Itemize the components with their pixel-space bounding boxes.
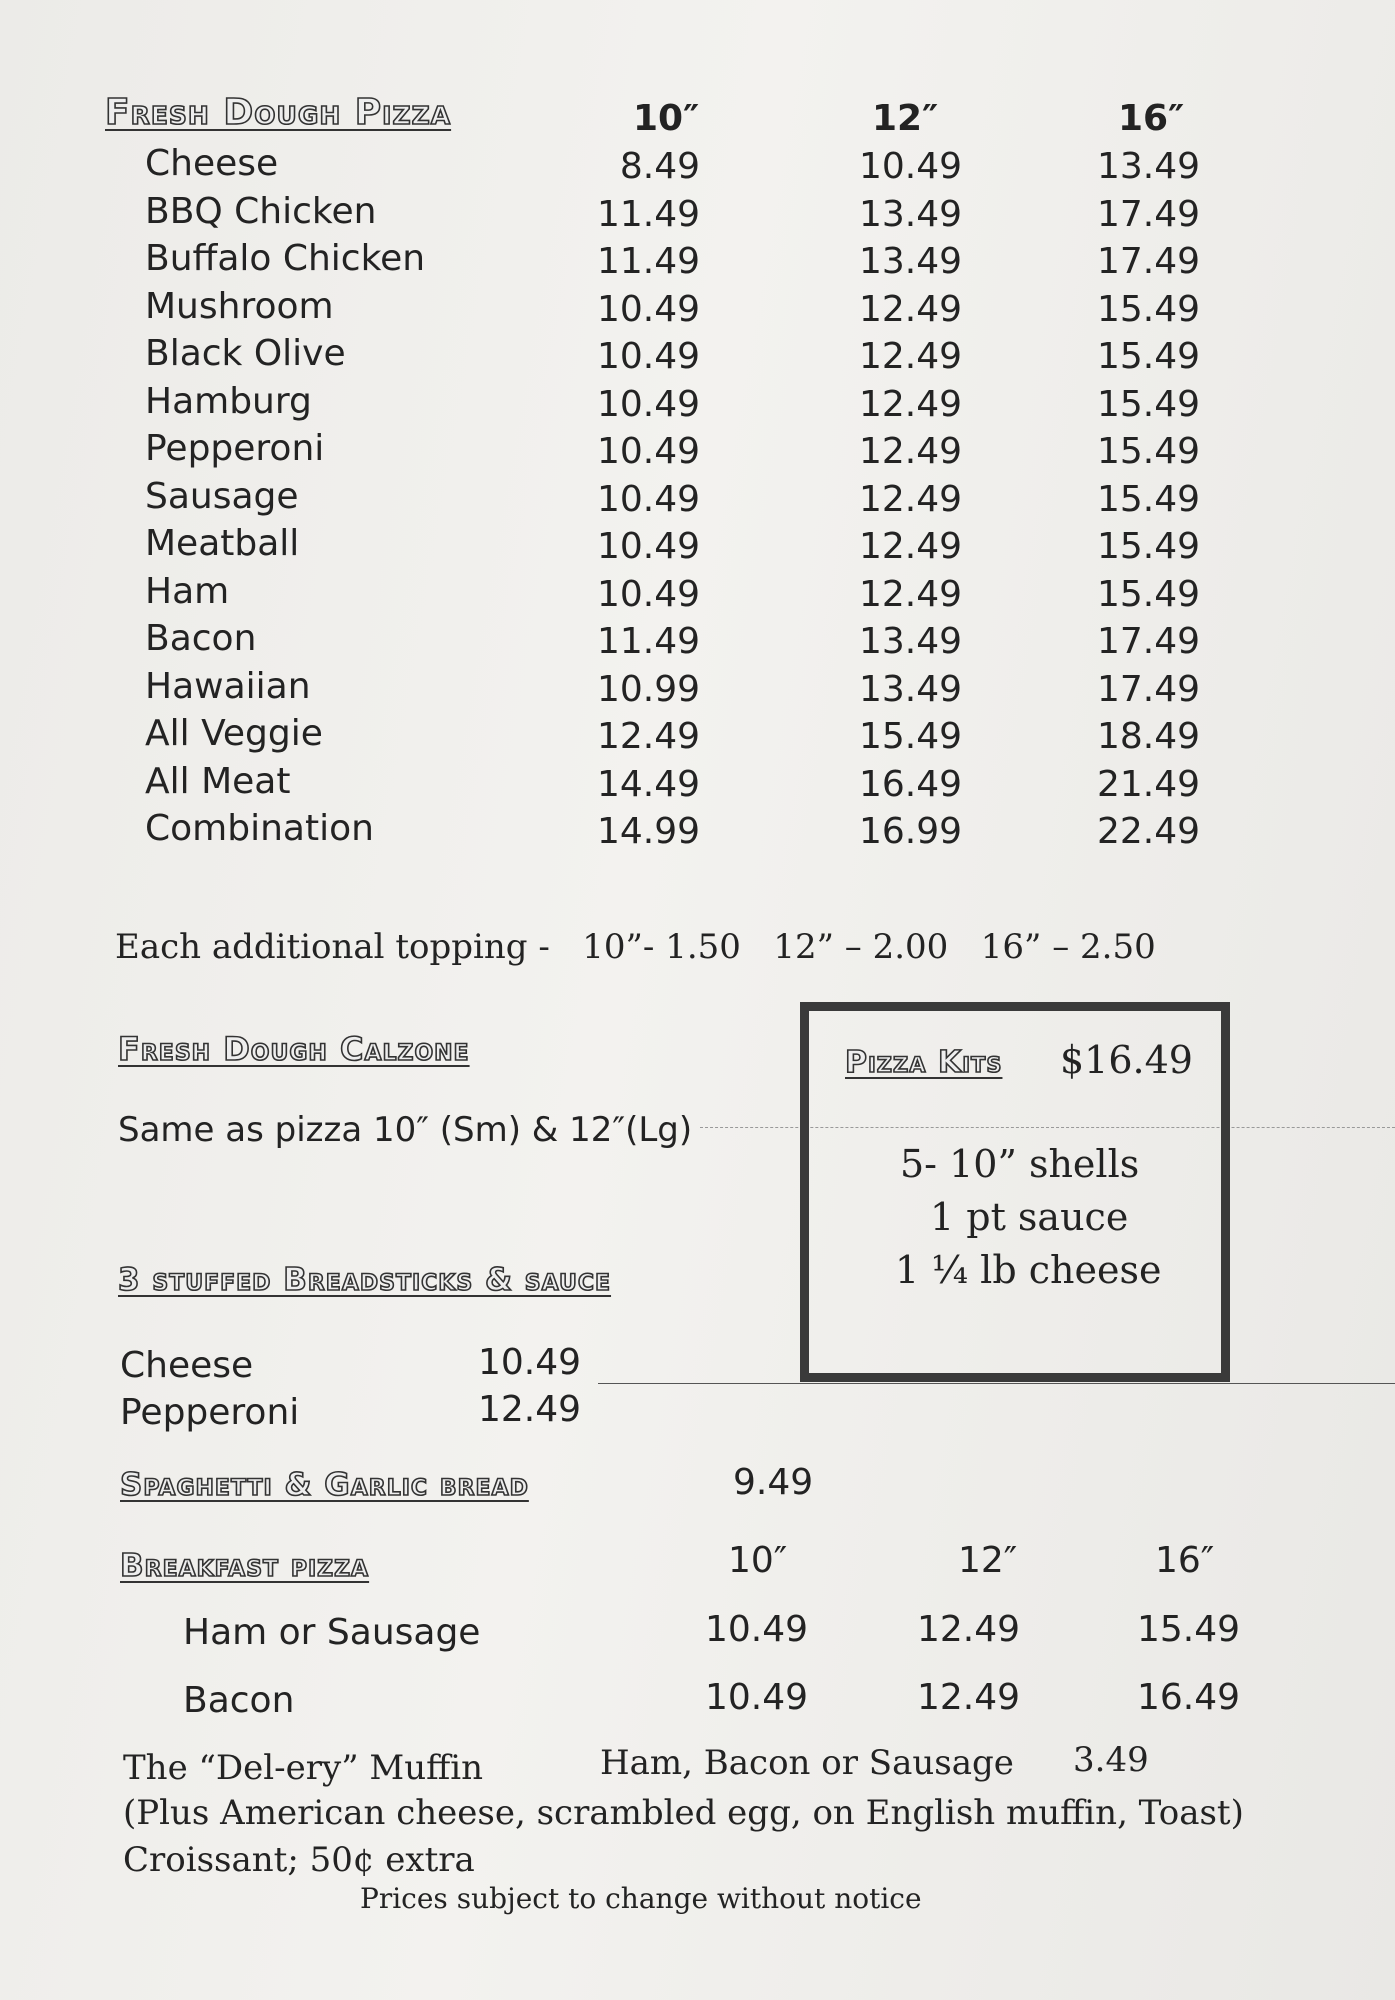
pizza-kits-line-shells: 5- 10” shells	[900, 1142, 1140, 1186]
breadsticks-section-title: 3 stuffed Breadsticks & sauce	[118, 1262, 612, 1298]
breadsticks-item-price: 10.49	[478, 1342, 582, 1383]
breakfast-item-price: 15.49	[1136, 1609, 1240, 1650]
pizza-size-header-16: 16″	[1118, 98, 1185, 139]
pizza-item-price: 10.49	[596, 478, 700, 520]
pizza-item-price: 10.49	[596, 526, 700, 567]
pizza-item-price: 12.49	[858, 526, 962, 567]
breakfast-item-price: 12.49	[916, 1677, 1020, 1718]
pizza-item-price: 22.49	[1096, 811, 1200, 852]
pizza-item-price: 13.49	[858, 668, 962, 710]
breakfast-item-price: 10.49	[704, 1609, 808, 1650]
muffin-price: 3.49	[1073, 1740, 1149, 1780]
pizza-item-price: 12.49	[858, 288, 962, 330]
pizza-item-price: 13.49	[858, 241, 962, 282]
pizza-item-price: 10.49	[596, 383, 700, 425]
pizza-section-title: Fresh Dough Pizza	[105, 92, 452, 133]
pizza-item-price: 17.49	[1096, 193, 1200, 235]
breakfast-section-title: Breakfast pizza	[120, 1548, 370, 1584]
pizza-item-name: Hawaiian	[145, 665, 311, 707]
pizza-size-header-10: 10″	[633, 98, 700, 139]
breadsticks-item-name: Cheese	[120, 1345, 254, 1386]
breadsticks-item-price: 12.49	[478, 1389, 582, 1430]
breakfast-item-name: Ham or Sausage	[183, 1612, 481, 1653]
pizza-item-price: 12.49	[858, 573, 962, 615]
pizza-item-price: 21.49	[1096, 763, 1200, 805]
pizza-item-price: 17.49	[1096, 668, 1200, 710]
muffin-name: The “Del-ery” Muffin	[123, 1748, 484, 1788]
muffin-description: (Plus American cheese, scrambled egg, on English muffin, Toast)	[123, 1793, 1244, 1833]
pizza-item-price: 10.49	[596, 336, 700, 377]
pizza-item-price: 15.49	[1096, 336, 1200, 377]
pizza-item-price: 16.99	[858, 811, 962, 852]
breadsticks-rule	[598, 1383, 1395, 1384]
pizza-kits-price: $16.49	[1060, 1038, 1193, 1082]
pizza-item-name: Bacon	[145, 618, 257, 659]
pizza-item-name: Cheese	[145, 143, 279, 184]
pizza-item-name: BBQ Chicken	[145, 190, 377, 232]
pizza-item-price: 14.99	[596, 811, 700, 852]
pizza-item-price: 10.49	[596, 288, 700, 330]
pizza-item-price: 15.49	[1096, 573, 1200, 615]
pizza-item-price: 12.49	[858, 431, 962, 472]
muffin-options: Ham, Bacon or Sausage	[600, 1743, 1014, 1783]
pizza-item-price: 12.49	[596, 716, 700, 757]
topping-note: Each additional topping - 10”- 1.50 12” – 2.00 16” – 2.50	[115, 927, 1156, 967]
pizza-item-price: 14.49	[596, 763, 700, 805]
pizza-item-name: Pepperoni	[145, 428, 325, 469]
pizza-item-price: 10.49	[596, 573, 700, 615]
pizza-item-price: 17.49	[1096, 241, 1200, 282]
breakfast-item-price: 16.49	[1136, 1677, 1240, 1718]
pizza-item-price: 11.49	[596, 193, 700, 235]
pizza-item-name: All Veggie	[145, 713, 323, 754]
pizza-item-price: 18.49	[1096, 716, 1200, 757]
pizza-kits-title: Pizza Kits	[845, 1045, 1003, 1080]
pizza-item-price: 15.49	[1096, 288, 1200, 330]
pizza-item-name: All Meat	[145, 760, 291, 802]
calzone-section-title: Fresh Dough Calzone	[118, 1030, 470, 1068]
pizza-item-name: Mushroom	[145, 285, 334, 327]
pizza-item-price: 13.49	[858, 193, 962, 235]
pizza-item-price: 13.49	[1096, 146, 1200, 187]
pizza-item-name: Meatball	[145, 523, 300, 564]
pizza-kits-line-sauce: 1 pt sauce	[930, 1195, 1129, 1239]
breakfast-size-header-10: 10″	[728, 1540, 788, 1581]
spaghetti-section-title: Spaghetti & Garlic bread	[120, 1467, 529, 1503]
pizza-item-name: Combination	[145, 808, 374, 849]
pizza-size-header-12: 12″	[872, 98, 939, 139]
pizza-item-price: 10.49	[858, 146, 962, 187]
pizza-item-name: Hamburg	[145, 380, 312, 422]
pizza-item-price: 17.49	[1096, 621, 1200, 662]
breakfast-item-price: 10.49	[704, 1677, 808, 1718]
breakfast-size-header-12: 12″	[958, 1540, 1018, 1581]
pizza-item-price: 15.49	[858, 716, 962, 757]
pizza-item-price: 10.99	[596, 668, 700, 710]
pizza-item-name: Ham	[145, 570, 230, 612]
breakfast-size-header-16: 16″	[1155, 1540, 1215, 1581]
pizza-item-price: 12.49	[858, 336, 962, 377]
pizza-item-price: 11.49	[596, 241, 700, 282]
pizza-item-name: Black Olive	[145, 333, 346, 374]
pizza-item-price: 16.49	[858, 763, 962, 805]
breakfast-item-name: Bacon	[183, 1680, 295, 1721]
pizza-item-price: 15.49	[1096, 383, 1200, 425]
pizza-item-price: 13.49	[858, 621, 962, 662]
spaghetti-price: 9.49	[733, 1462, 814, 1503]
breadsticks-item-name: Pepperoni	[120, 1392, 300, 1433]
pizza-item-price: 15.49	[1096, 526, 1200, 567]
pizza-item-price: 10.49	[596, 431, 700, 472]
calzone-note: Same as pizza 10″ (Sm) & 12″(Lg)	[118, 1110, 693, 1150]
pizza-item-price: 15.49	[1096, 431, 1200, 472]
pizza-item-name: Buffalo Chicken	[145, 238, 426, 279]
breakfast-item-price: 12.49	[916, 1609, 1020, 1650]
pizza-item-price: 8.49	[619, 146, 700, 187]
footer-disclaimer: Prices subject to change without notice	[360, 1882, 922, 1915]
pizza-item-price: 15.49	[1096, 478, 1200, 520]
pizza-item-price: 11.49	[596, 621, 700, 662]
pizza-kits-line-cheese: 1 ¼ lb cheese	[895, 1248, 1162, 1292]
pizza-item-price: 12.49	[858, 383, 962, 425]
croissant-note: Croissant; 50¢ extra	[123, 1840, 475, 1880]
pizza-item-price: 12.49	[858, 478, 962, 520]
pizza-item-name: Sausage	[145, 475, 299, 517]
